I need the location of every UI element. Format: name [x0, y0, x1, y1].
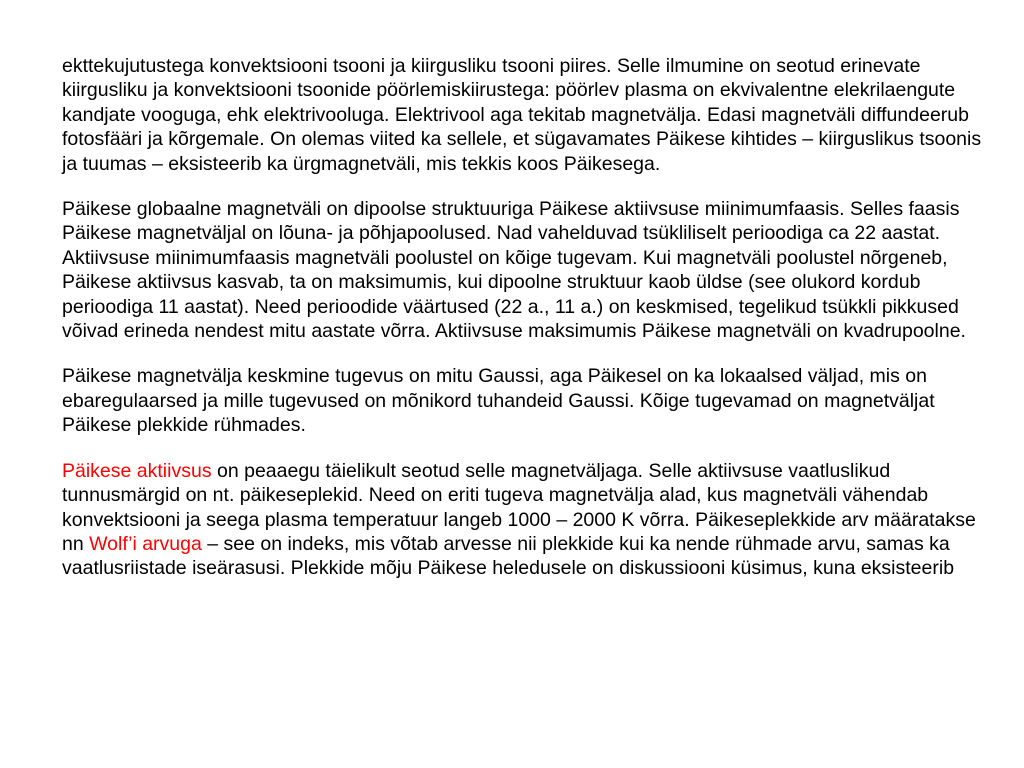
paragraph-field-strength — [62, 364, 982, 437]
highlight-term-solar-activity: Päikese aktiivsus — [62, 459, 212, 482]
slide-text-body — [62, 54, 982, 602]
paragraph-solar-activity — [62, 459, 982, 581]
paragraph-text: Päikese magnetvälja keskmine tugevus on mitu Gaussi, aga Päikesel on ka lokaalsed väljad, mis on ebaregulaarsed ja mille tugevused on mõnikord tuhandeid Gaussi. Kõige tugevamad on magnetväljat Päikese plekkide rühmades. — [62, 365, 935, 437]
paragraph-text: ekttekujutustega konvektsiooni tsooni ja kiirgusliku tsooni piires. Selle ilmumine on seotud erinevate kiirgusliku ja konvektsiooni tsoonide pöörlemiskiirustega: pöörlev plasma on ekvivalentne elekrilaengute kandjate vooguga, ehk elektrivooluga. Elektrivool aga tekitab magnetvälja. Edasi magnetväli diffundeerub fotosfääri ja kõrgemale. On olemas viited ka sellele, et sügavamates Päikese kihtides – kiirguslikus tsoonis ja tuumas – eksisteerib ka ürgmagnetväli, mis tekkis koos Päikesega. — [62, 55, 982, 175]
paragraph-text: Päikese globaalne magnetväli on dipoolse struktuuriga Päikese aktiivsuse miinimumfaasis. Selles faasis Päikese magnetväljal on lõuna- ja põhjapoolused. Nad vahelduvad tsükliliselt perioodiga ca 22 aastat. Aktiivsuse miinimumfaasis magnetväli poolustel on kõige tugevam. Kui magnetväli poolustel nõrgeneb, Päikese aktiivsus kasvab, ta on maksimumis, kui dipoolne struktuur kaob üldse (see olukord kordub perioodiga 11 aastat). Need perioodide väärtused (22 a., 11 a.) on keskmised, tegelikud tsükkli pikkused võivad erineda nendest mitu aastate võrra. Aktiivsuse maksimumis Päikese magnetväli on kvadrupoolne. — [62, 198, 966, 343]
paragraph-text: – see on indeks, mis võtab arvesse nii plekkide kui ka nende rühmade arvu, samas ka vaatlusriistade iseärasusi. Plekkide mõju Päikese heledusele on diskussiooni küsimus, kuna eksisteerib — [62, 532, 955, 580]
paragraph-text: on peaaegu täielikult seotud selle magnetväljaga. Selle aktiivsuse vaatluslikud tunnusmärgid on nt. päikeseplekid. Need on eriti tugeva magnetvälja alad, kus magnetväli vähendab konvektsiooni ja seega plasma temperatuur langeb 1000 – 2000 K võrra. Päikeseplekkide arv määratakse nn — [62, 459, 976, 555]
paragraph-global-field — [62, 197, 982, 343]
highlight-term-wolf-number: Wolf’i arvuga — [89, 532, 202, 555]
paragraph-magnetic-origin — [62, 54, 982, 176]
